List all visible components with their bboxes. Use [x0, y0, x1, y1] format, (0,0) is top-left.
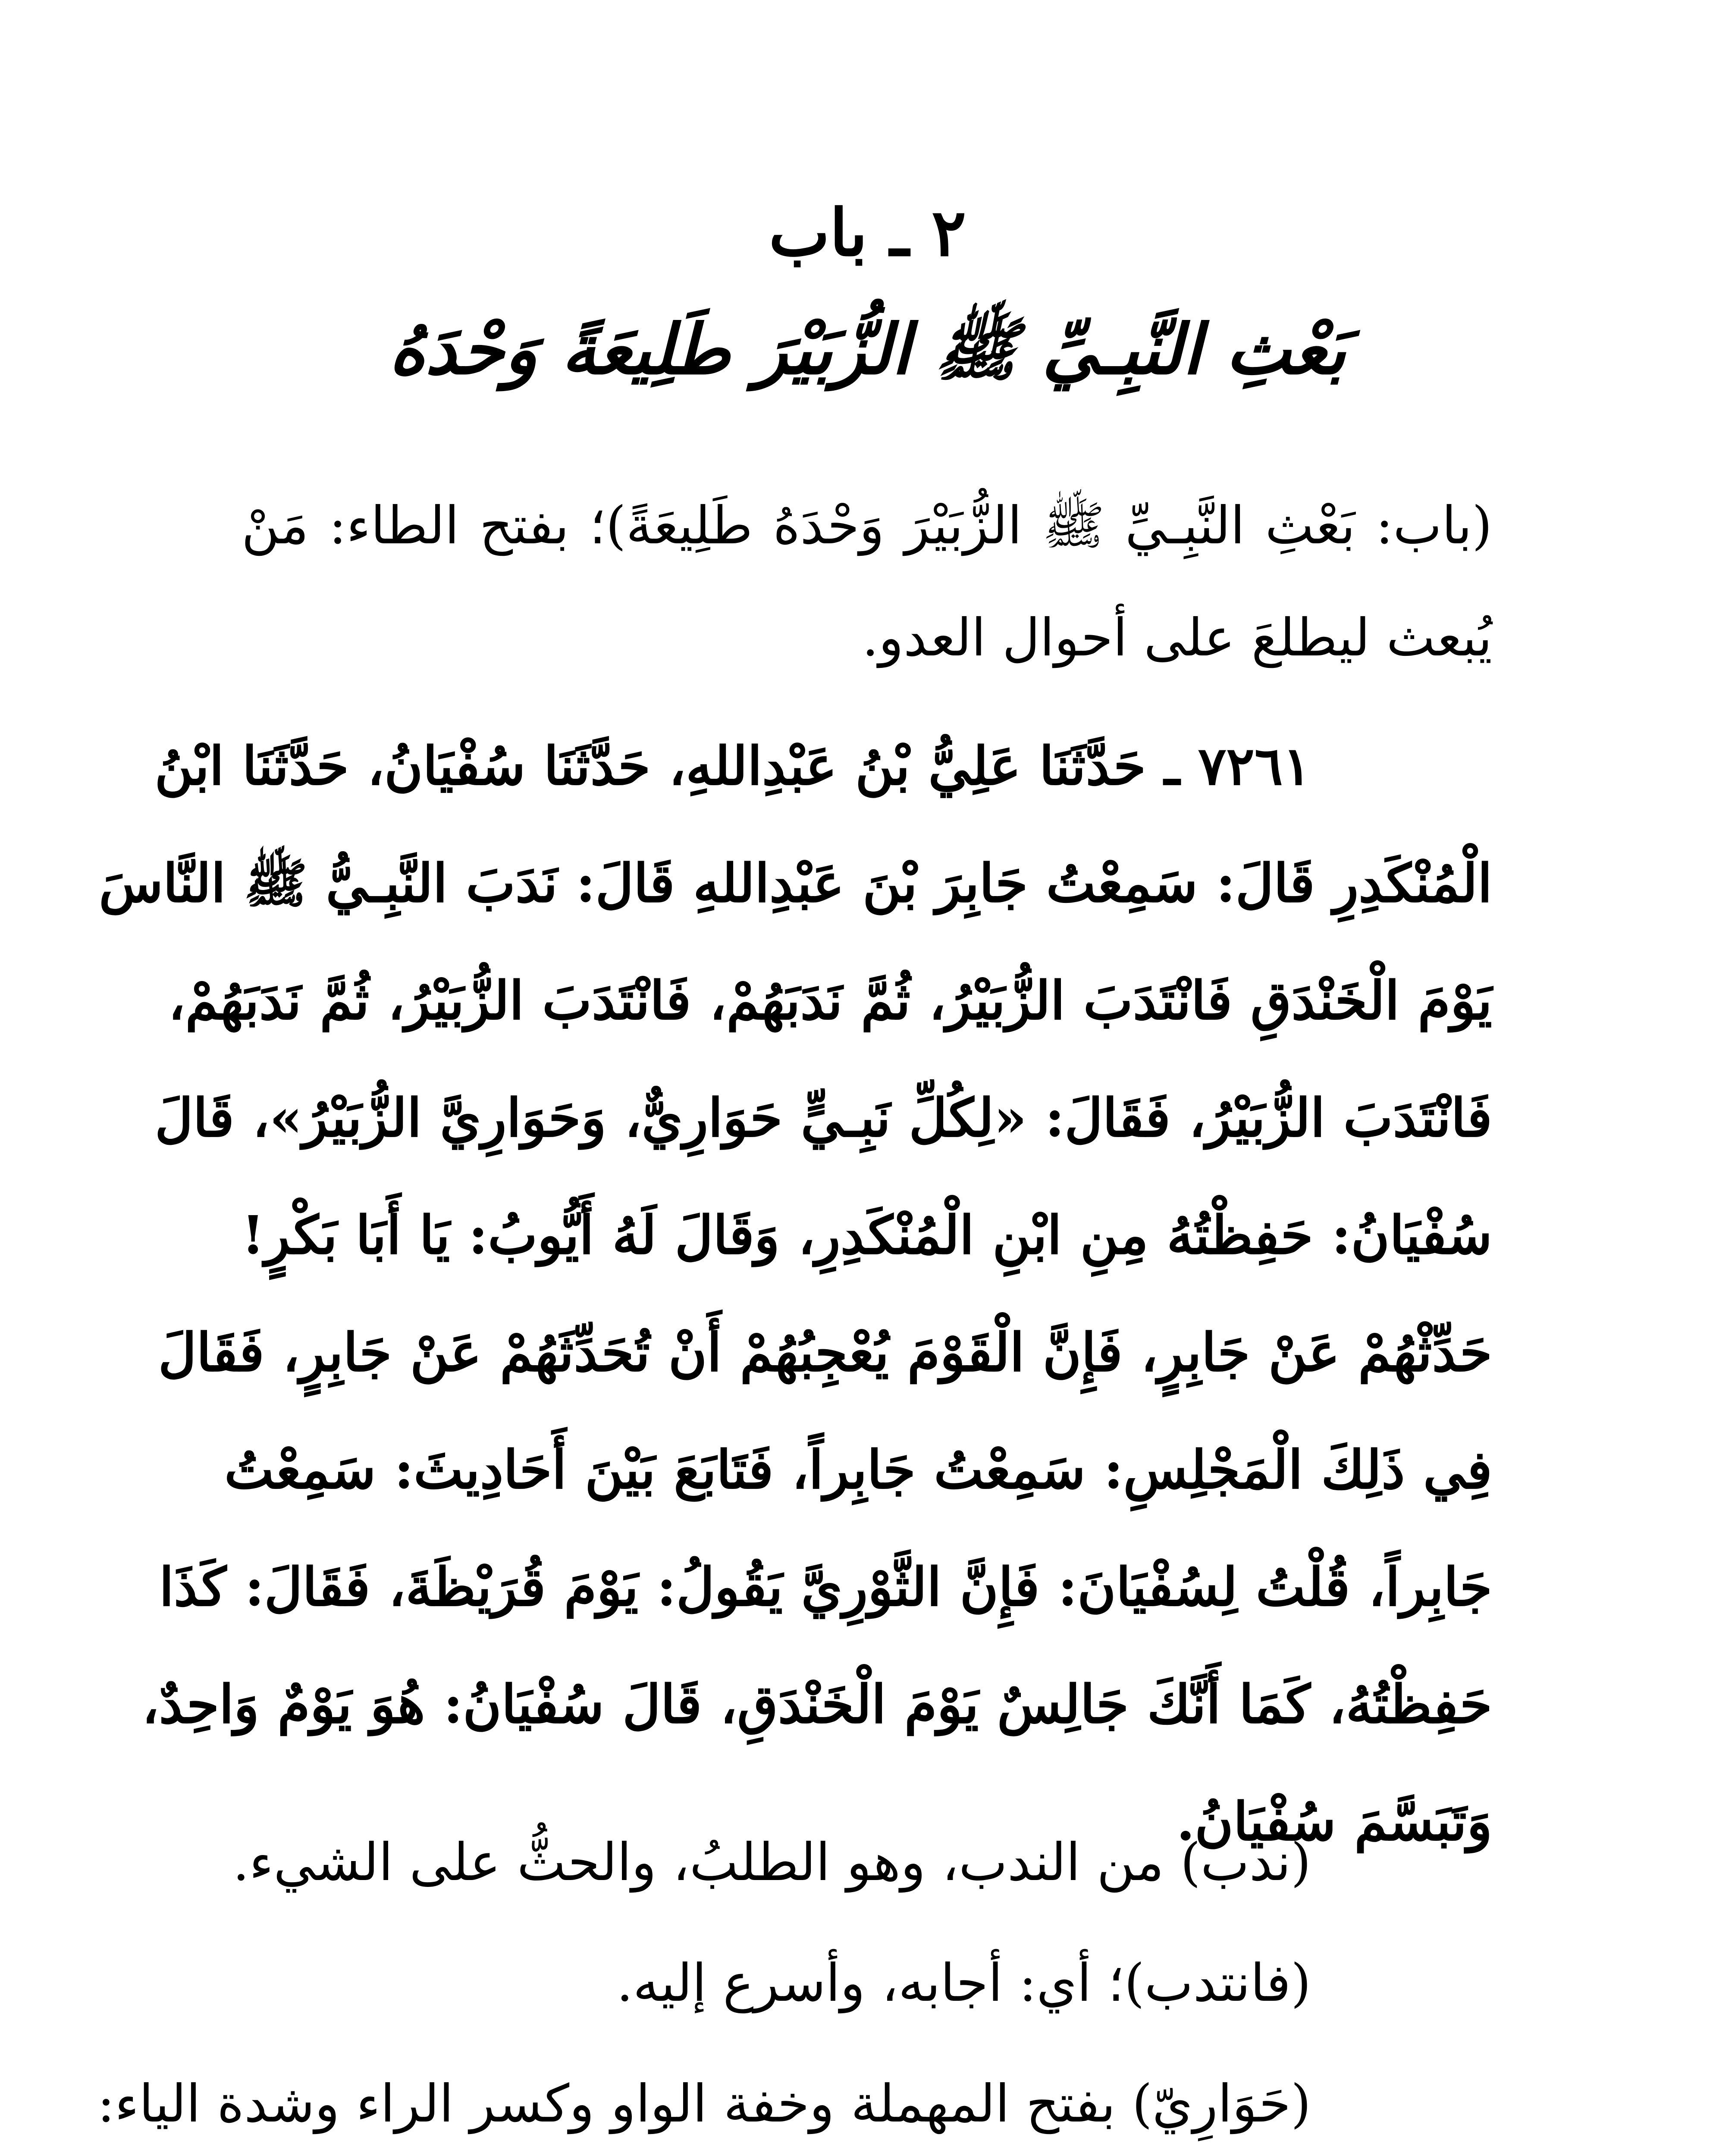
commentary-notes — [97, 1802, 1492, 2156]
hadith-line: جَابِراً، قُلْتُ لِسُفْيَانَ: فَإِنَّ الثَّوْرِيَّ يَقُولُ: يَوْمَ قُرَيْظَةَ، فَقَالَ: كَذَا — [159, 1556, 1492, 1618]
intro-line: (باب: بَعْثِ النَّبِـيِّ ﷺ الزُّبَيْرَ وَحْدَهُ طَلِيعَةً)؛ بفتح الطاء: مَنْ — [242, 496, 1492, 556]
hadith-text — [99, 707, 1492, 1880]
hadith-line: الْمُنْكَدِرِ قَالَ: سَمِعْتُ جَابِرَ بْنَ عَبْدِاللهِ قَالَ: نَدَبَ النَّبِـيُّ ﷺ النَّاسَ — [99, 852, 1492, 914]
note-line: (فانتدب)؛ أي: أجابه، وأسرع إليه. — [616, 1953, 1311, 2013]
note-line: (ندب) من الندب، وهو الطلبُ، والحثُّ على الشيء. — [232, 1833, 1311, 1893]
hadith-line: حَفِظْتُهُ، كَمَا أَنَّكَ جَالِسٌ يَوْمَ الْخَنْدَقِ، قَالَ سُفْيَانُ: هُوَ يَوْمٌ وَاحِدٌ، — [142, 1673, 1492, 1735]
chapter-number: ٢ ـ باب — [769, 195, 966, 271]
chapter-title: بَعْثِ النَّبِـيِّ ﷺ الزُّبَيْرَ طَلِيعَةً وَحْدَهُ — [389, 309, 1346, 390]
hadith-line: حَدِّثْهُمْ عَنْ جَابِرٍ، فَإِنَّ الْقَوْمَ يُعْجِبُهُمْ أَنْ تُحَدِّثَهُمْ عَنْ جَابِرٍ، فَقَالَ — [158, 1321, 1492, 1383]
intro-paragraph — [242, 470, 1492, 694]
note-line: (حَوَارِيّ) بفتح المهملة وخفة الواو وكسر الراء وشدة الياء: — [97, 2074, 1311, 2134]
hadith-line: ٧٢٦١ ـ حَدَّثَنَا عَلِيُّ بْنُ عَبْدِاللهِ، حَدَّثَنَا سُفْيَانُ، حَدَّثَنَا ابْنُ — [154, 735, 1311, 797]
hadith-line: يَوْمَ الْخَنْدَقِ فَانْتَدَبَ الزُّبَيْرُ، ثُمَّ نَدَبَهُمْ، فَانْتَدَبَ الزُّبَيْرُ، ثُمَّ نَدَبَهُمْ، — [168, 969, 1492, 1031]
hadith-line: وَتَبَسَّمَ سُفْيَانُ. — [1176, 1790, 1492, 1852]
intro-line: يُبعث ليطلعَ على أحوال العدو. — [862, 608, 1492, 668]
hadith-line: سُفْيَانُ: حَفِظْتُهُ مِنِ ابْنِ الْمُنْكَدِرِ، وَقَالَ لَهُ أَيُّوبُ: يَا أَبَا بَكْرٍ! — [242, 1204, 1492, 1266]
hadith-line: فِي ذَلِكَ الْمَجْلِسِ: سَمِعْتُ جَابِراً، فَتَابَعَ بَيْنَ أَحَادِيثَ: سَمِعْتُ — [224, 1438, 1492, 1501]
hadith-line: فَانْتَدَبَ الزُّبَيْرُ، فَقَالَ: «لِكُلِّ نَبِـيٍّ حَوَارِيٌّ، وَحَوَارِيَّ الزُّبَيْرُ»، قَالَ — [154, 1087, 1492, 1149]
